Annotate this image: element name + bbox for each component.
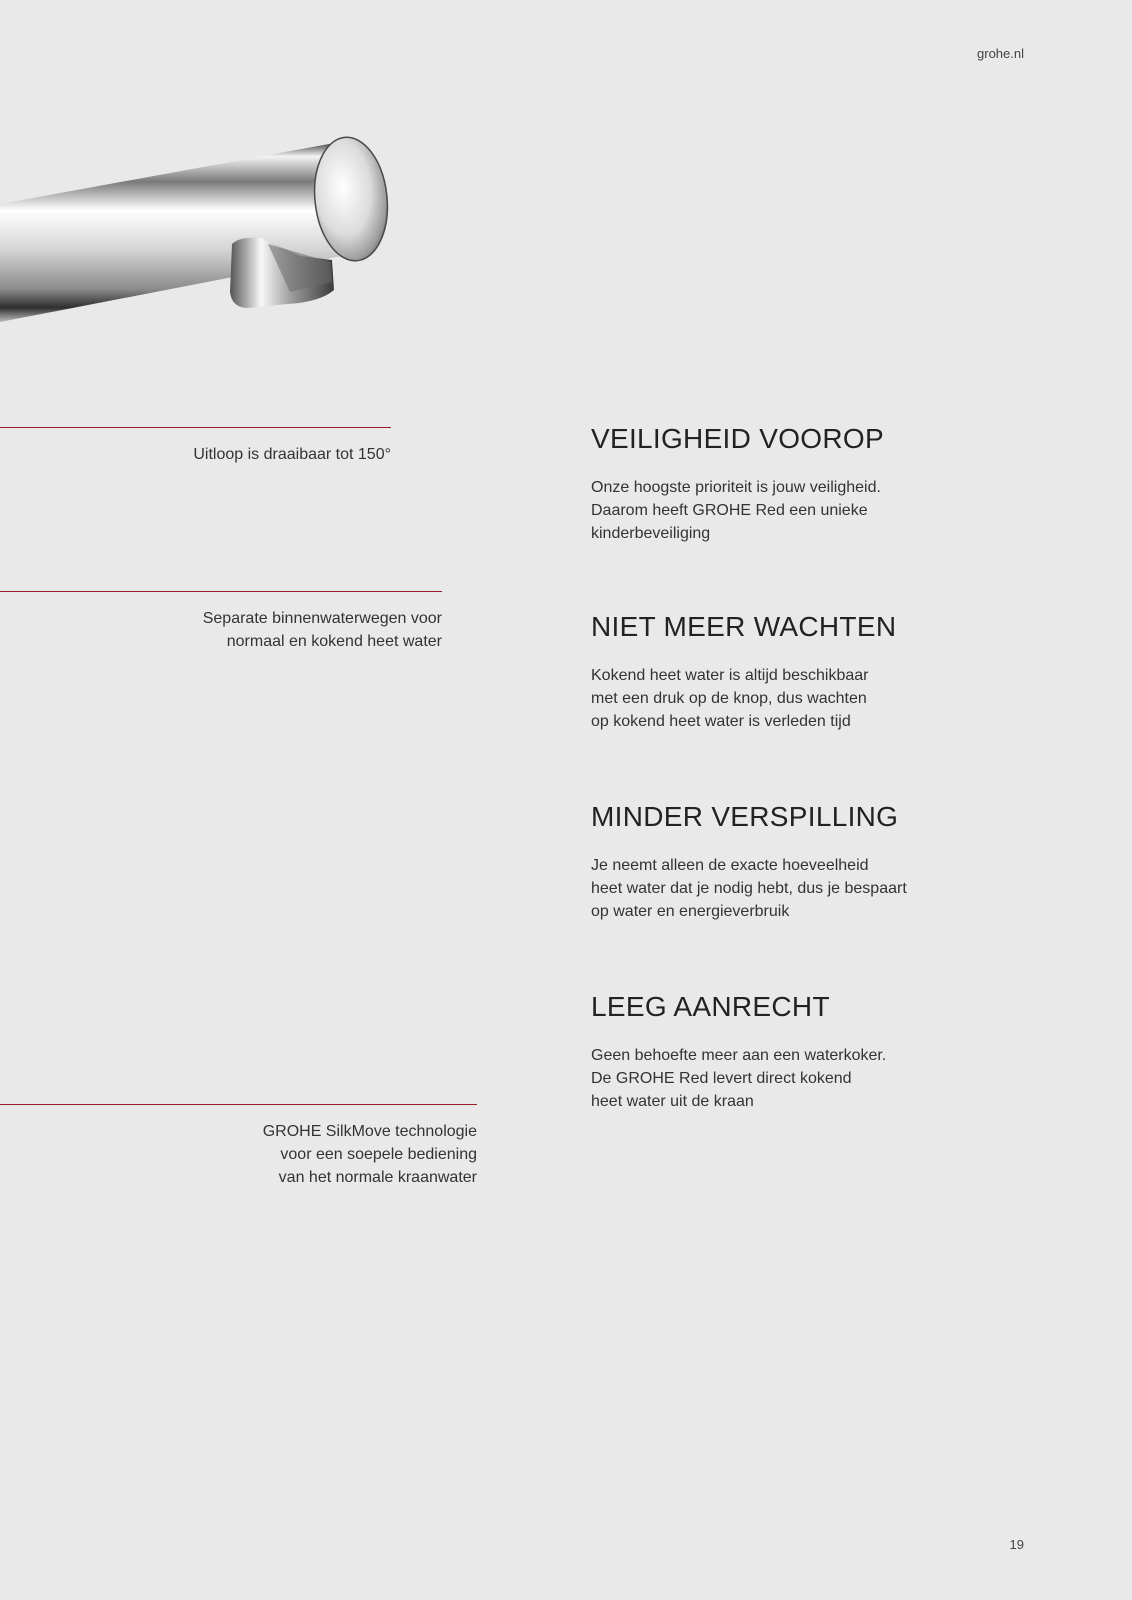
callout-text: GROHE SilkMove technologie voor een soepele bediening van het normale kraanwater (262, 1123, 477, 1186)
feature-body: Je neemt alleen de exacte hoeveelheid heet water dat je nodig hebt, dus je bespaart op water en energieverbruik (591, 857, 907, 920)
callout-swivel-spout (0, 427, 391, 466)
site-url: grohe.nl (977, 46, 1024, 61)
feature-less-waste (591, 800, 991, 923)
callout-text: Separate binnenwaterwegen voor normaal en kokend heet water (202, 610, 442, 650)
faucet-spout-image (0, 132, 400, 332)
feature-body: Onze hoogste prioriteit is jouw veiligheid. Daarom heeft GROHE Red een unieke kinderbeveiliging (591, 479, 881, 542)
feature-title: NIET MEER WACHTEN (591, 611, 897, 642)
feature-title: MINDER VERSPILLING (591, 801, 899, 832)
feature-body: Kokend heet water is altijd beschikbaar met een druk op de knop, dus wachten op kokend heet water is verleden tijd (591, 667, 869, 730)
feature-body: Geen behoefte meer aan een waterkoker. De GROHE Red levert direct kokend heet water uit de kraan (591, 1047, 887, 1110)
callout-rule (0, 1104, 477, 1105)
callout-text: Uitloop is draaibaar tot 150° (193, 446, 391, 463)
callout-rule (0, 591, 442, 592)
page-number: 19 (1009, 1537, 1024, 1552)
callout-separate-waterways (0, 591, 442, 653)
callout-silkmove (0, 1104, 477, 1189)
feature-title: LEEG AANRECHT (591, 991, 830, 1022)
feature-no-waiting (591, 610, 991, 733)
feature-empty-counter (591, 990, 991, 1113)
feature-title: VEILIGHEID VOOROP (591, 423, 884, 454)
feature-safety (591, 422, 991, 545)
callout-rule (0, 427, 391, 428)
